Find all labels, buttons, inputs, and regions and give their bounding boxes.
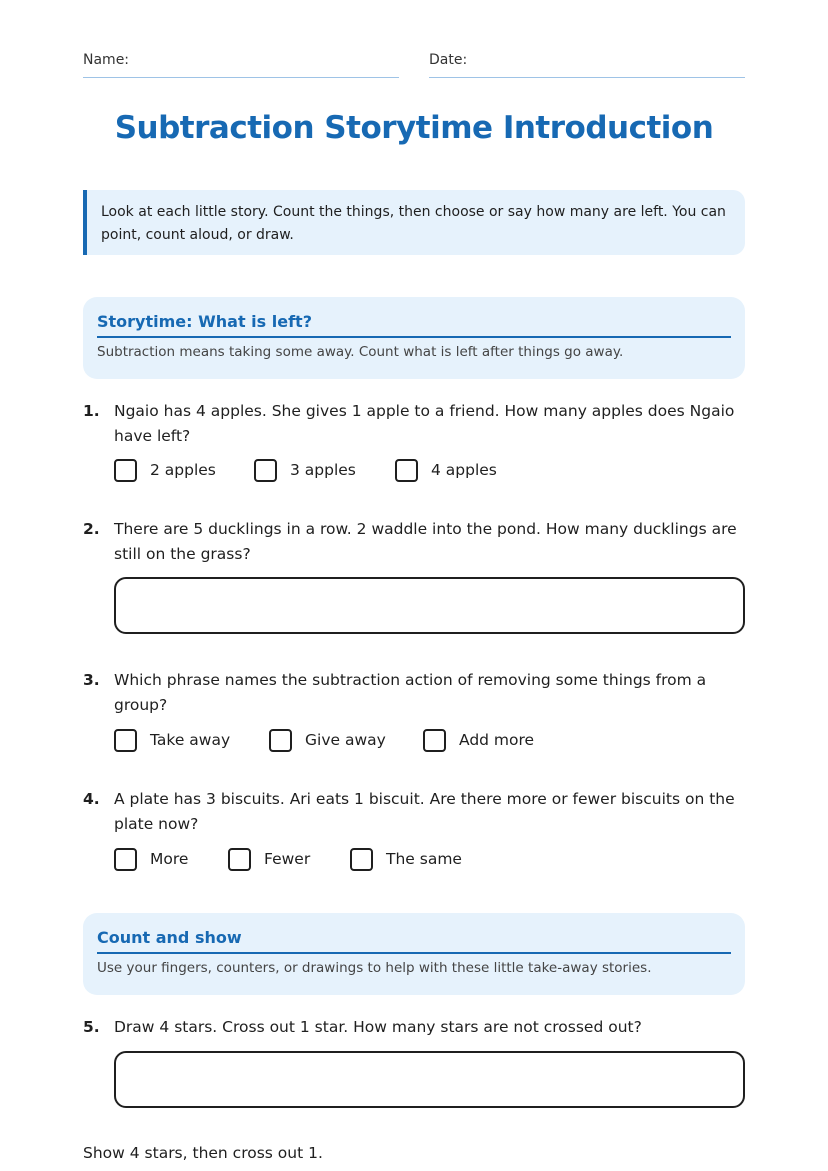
name-label: Name: [83, 52, 130, 68]
section-storytime [83, 297, 745, 379]
option-label: 3 apples [290, 461, 356, 479]
section-description: Use your fingers, counters, or drawings to help with these little take-away stories. [97, 960, 652, 976]
option-label: 4 apples [431, 461, 497, 479]
hint-text: Show 4 stars, then cross out 1. [83, 1144, 323, 1162]
question-5 [83, 1015, 745, 1040]
option-label: More [150, 850, 189, 868]
page-title: Subtraction Storytime Introduction [114, 110, 714, 146]
question-text: There are 5 ducklings in a row. 2 waddle into the pond. How many ducklings are still on the grass? [114, 520, 737, 563]
checkbox-icon[interactable] [114, 459, 137, 482]
instructions-box: Look at each little story. Count the things, then choose or say how many are left. You can point, count aloud, or draw. [83, 190, 745, 255]
option-label: The same [386, 850, 462, 868]
checkbox-icon[interactable] [395, 459, 418, 482]
checkbox-icon[interactable] [114, 848, 137, 871]
question-number: 5. [83, 1018, 100, 1036]
answer-box[interactable] [114, 577, 745, 634]
date-field[interactable] [429, 52, 745, 78]
date-label: Date: [429, 52, 468, 68]
section-count-and-show [83, 913, 745, 995]
question-4 [83, 787, 745, 837]
question-text: Draw 4 stars. Cross out 1 star. How many stars are not crossed out? [114, 1018, 642, 1036]
checkbox-icon[interactable] [350, 848, 373, 871]
option-label: 2 apples [150, 461, 216, 479]
section-heading: Count and show [97, 928, 731, 954]
checkbox-icon[interactable] [228, 848, 251, 871]
question-number: 2. [83, 520, 100, 538]
question-2 [83, 517, 745, 567]
question-text: Which phrase names the subtraction action of removing some things from a group? [114, 671, 707, 714]
name-field[interactable] [83, 52, 399, 78]
name-date-row [83, 52, 745, 78]
checkbox-icon[interactable] [423, 729, 446, 752]
section-description: Subtraction means taking some away. Count what is left after things go away. [97, 344, 624, 360]
question-number: 1. [83, 402, 100, 420]
question-1 [83, 399, 745, 449]
checkbox-icon[interactable] [114, 729, 137, 752]
question-3 [83, 668, 745, 718]
answer-box[interactable] [114, 1051, 745, 1108]
checkbox-icon[interactable] [269, 729, 292, 752]
checkbox-icon[interactable] [254, 459, 277, 482]
question-number: 4. [83, 790, 100, 808]
option-label: Add more [459, 731, 535, 749]
option-label: Give away [305, 731, 386, 749]
question-text: A plate has 3 biscuits. Ari eats 1 biscuit. Are there more or fewer biscuits on the plate now? [114, 790, 735, 833]
option-label: Take away [150, 731, 231, 749]
question-number: 3. [83, 671, 100, 689]
section-heading: Storytime: What is left? [97, 312, 731, 338]
question-text: Ngaio has 4 apples. She gives 1 apple to a friend. How many apples does Ngaio have left? [114, 402, 735, 445]
option-label: Fewer [264, 850, 311, 868]
